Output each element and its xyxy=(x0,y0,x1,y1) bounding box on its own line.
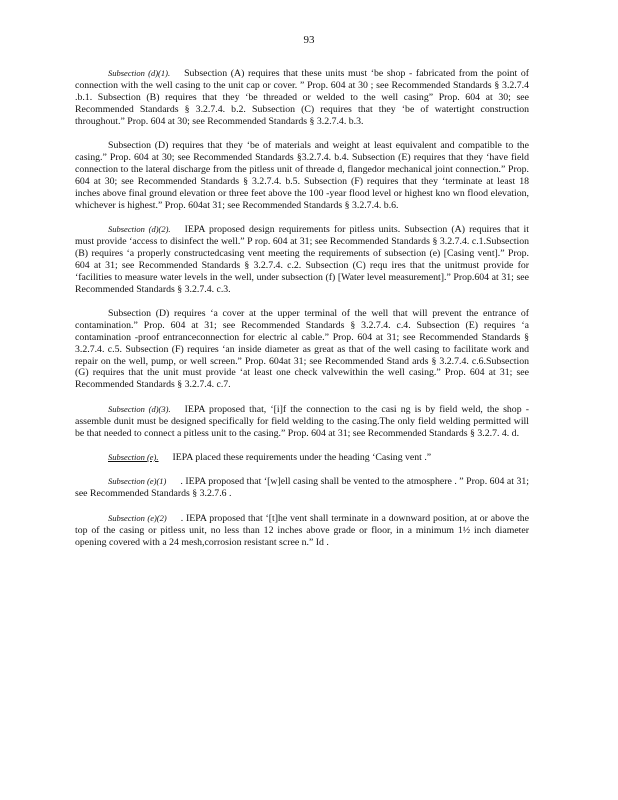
document-body xyxy=(75,68,529,561)
subsection-label: Subsection (d)(3). xyxy=(108,403,171,414)
paragraph-text: IEPA proposed design requirements for pitless units. Subsection (A) requires that it must provide ‘access to disinfect the well.” P rop. 604 at 31; see Recommended Standards § 3.2.7.4. c.1.Subsection (B) requires ‘a properly constructedcasing vent meeting the requirements of subsection (e) [Casing vent].” Prop. 604 at 31; see Recommended Standards § 3.2.7.4. c.2. Subsection (C) requ ires that the unitmust provide for ‘facilities to measure water levels in the well, under subsection (f) [Water level measurement].” Prop.604 at 31; see Recommended Standards § 3.2.7.4. c.3. xyxy=(75,223,529,295)
paragraph-d1 xyxy=(75,68,529,128)
subsection-label: Subsection (d)(1). xyxy=(108,68,171,78)
paragraph-text: . IEPA proposed that ‘[t]he vent shall terminate in a downward position, at or above the top of the casing or pitless unit, no less than 12 inches above grade or floor, in a minimum 1½ inch diameter opening covered with a 24 mesh,corrosion resistant scree n.” Id . xyxy=(75,512,530,548)
paragraph-text: IEPA proposed that, ‘[i]f the connection to the casi ng is by field weld, the shop -assemble dunit must be designed specifically for field welding to the casing.The only field welding permitted will be that needed to connect a pitless unit to the casing.” Prop. 604 at 31; see Recommended Standards § 3.2.7. 4. d. xyxy=(75,403,529,439)
paragraph-d2 xyxy=(75,224,529,295)
page-number: 93 xyxy=(303,34,315,46)
subsection-label: Subsection (e)(1) xyxy=(108,476,167,487)
paragraph-e1 xyxy=(75,476,529,500)
subsection-label: Subsection (d)(2). xyxy=(108,223,171,234)
paragraph-e xyxy=(75,452,529,464)
paragraph-d2-continued xyxy=(75,308,529,391)
paragraph-text: Subsection (A) requires that these units must ‘be shop - fabricated from the point of connection with the well casing to the unit cap or cover. ” Prop. 604 at 30 ; see Recommended Standards § 3.2.7.4 .b.1. Subsection (B) requires that they ‘be threaded or welded to the well casing” Prop. 604 at 30; see Recommended Standards § 3.2.7.4. b.2. Subsection (C) requires that they ‘be of watertight construction throughout.” Prop. 604 at 30; see Recommended Standards § 3.2.7.4. b.3. xyxy=(75,68,529,127)
paragraph-text: IEPA placed these requirements under the heading ‘Casing vent .” xyxy=(172,451,432,463)
subsection-heading: Subsection (e). xyxy=(108,451,159,462)
paragraph-text: Subsection (D) requires that they ‘be of materials and weight at least equivalent and compatible to the casing.” Prop. 604 at 30; see Recommended Standards §3.2.7.4. b.4. Subsection (E) requires that they ‘have field connection to the lateral discharge from the pitless unit of threade d, flangedor mechanical joint connection.” Prop. 604 at 30; see Recommended Standards § 3.2.7.4. b.5. Subsection (F) requires that they ‘terminate at least 18 inches above final ground elevation or three feet above the 100 -year flood level or highest kno wn flood elevation, whichever is highest.” Prop. 604at 31; see Recommended Standards § 3.2.7.4. b.6. xyxy=(75,140,529,211)
paragraph-e2 xyxy=(75,513,529,549)
paragraph-d3 xyxy=(75,404,529,440)
paragraph-text: Subsection (D) requires ‘a cover at the upper terminal of the well that will prevent the entrance of contamination.” Prop. 604 at 31; see Recommended Standards § 3.2.7.4. c.4. Subsection (E) requires ‘a contamination -proof entranceconnection for electric al cable.” Prop. 604 at 31; see Recommended Standards § 3.2.7.4. c.5. Subsection (F) requires ‘an inside diameter as great as that of the well casing to facilitate work and repair on the well, pump, or well screen.” Prop. 604at 31; see Recommended Stand ards § 3.2.7.4. c.6.Subsection (G) requires that the unit must provide ‘at least one check valvewithin the well casing.” Prop. 604 at 31; see Recommended Standards § 3.2.7.4. c.7. xyxy=(75,307,529,391)
paragraph-text: . IEPA proposed that ‘[w]ell casing shall be vented to the atmosphere . ” Prop. 604 at 31; see Recommended Standards § 3.2.7.6 . xyxy=(75,476,529,500)
paragraph-d1-continued xyxy=(75,140,529,211)
subsection-label: Subsection (e)(2) xyxy=(108,512,167,523)
